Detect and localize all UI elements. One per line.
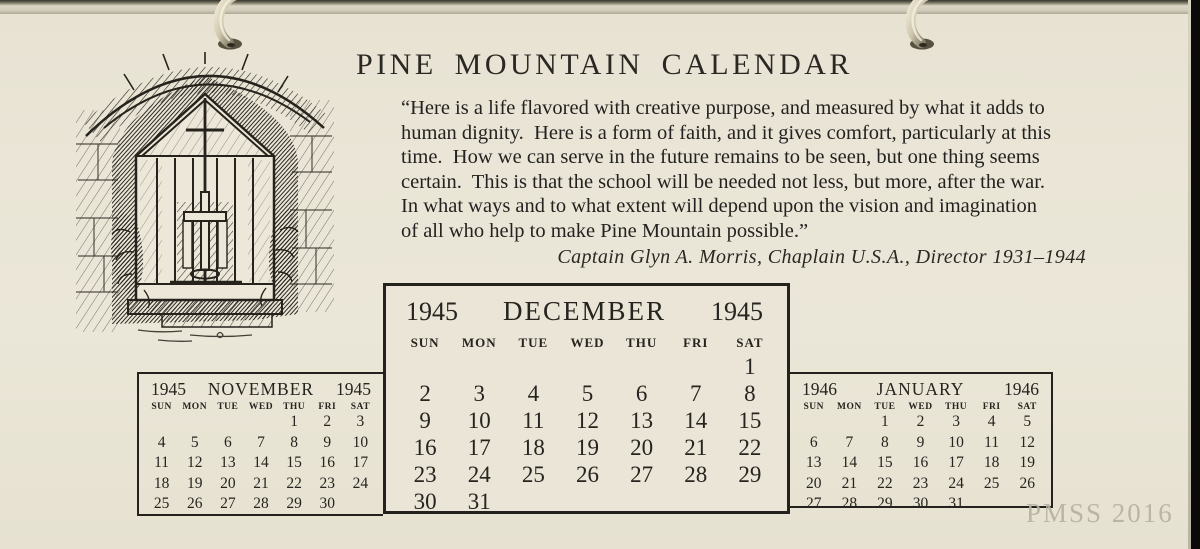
quote-attribution: Captain Glyn A. Morris, Chaplain U.S.A., Director 1931–1944 — [557, 246, 1086, 268]
year-left: 1946 — [802, 379, 837, 399]
calendar-day — [615, 353, 669, 380]
calendar-day — [145, 412, 178, 433]
calendar-day — [723, 488, 777, 515]
weekday-label: SAT — [350, 402, 371, 412]
weekday-label: SUN — [410, 335, 440, 350]
calendar-november-1945 — [137, 372, 383, 516]
calendar-day: 25 — [521, 462, 545, 487]
calendar-day: 4 — [157, 433, 166, 451]
weekday-label: MON — [461, 335, 497, 350]
weekday-label: THU — [945, 402, 968, 412]
quote-line: time. How we can serve in the future remains to be seen, but one thing seems — [401, 146, 1040, 169]
calendar-day: 30 — [413, 489, 437, 514]
calendar-day — [974, 494, 1010, 515]
calendar-day: 23 — [319, 474, 336, 492]
calendar-day: 26 — [575, 462, 599, 487]
calendar-day: 22 — [877, 474, 893, 492]
calendar-day: 19 — [575, 435, 599, 460]
calendar-january-1946 — [790, 372, 1053, 512]
calendar-header — [139, 374, 383, 400]
weekday-label: SUN — [803, 402, 825, 412]
calendar-day — [615, 488, 669, 515]
weekday-label: MON — [182, 402, 208, 412]
calendar-day: 6 — [223, 433, 232, 451]
calendar-day: 19 — [1019, 454, 1035, 471]
weekday-row — [386, 327, 787, 351]
calendar-day: 15 — [286, 454, 302, 471]
watermark: PMSS 2016 — [1026, 498, 1174, 528]
month-name: NOVEMBER — [207, 379, 315, 399]
calendar-day: 23 — [413, 462, 437, 487]
calendar-day: 6 — [635, 381, 648, 406]
year-left: 1945 — [151, 379, 186, 399]
calendar-day: 10 — [948, 433, 964, 451]
page-top-edge — [0, 0, 1200, 14]
calendar-day: 3 — [473, 381, 485, 406]
calendar-day: 15 — [877, 454, 893, 471]
calendar-day: 14 — [684, 408, 708, 433]
calendar-day: 14 — [253, 454, 269, 471]
calendar-day: 3 — [952, 413, 960, 430]
calendar-day: 13 — [806, 454, 822, 471]
weekday-label: FRI — [982, 402, 1001, 412]
weekday-label: WED — [570, 335, 605, 350]
quote-line: “Here is a life flavored with creative purpose, and measured by what it adds to — [401, 97, 1045, 119]
chapel-window-illustration — [74, 52, 336, 344]
date-grid — [139, 412, 383, 515]
calendar-day: 12 — [1019, 433, 1035, 451]
calendar-day: 23 — [912, 474, 929, 492]
calendar-day: 4 — [987, 413, 996, 430]
calendar-day — [344, 494, 377, 515]
binder-ring-right-icon — [890, 0, 954, 54]
calendar-day — [506, 488, 560, 515]
year-right: 1945 — [335, 379, 371, 399]
calendar-day: 17 — [948, 454, 964, 471]
calendar-day: 17 — [352, 454, 369, 471]
calendar-header — [790, 374, 1051, 400]
calendar-day: 6 — [809, 433, 818, 451]
calendar-day: 11 — [522, 408, 545, 433]
calendar-day: 19 — [186, 474, 203, 492]
calendar-day: 27 — [220, 495, 236, 512]
calendar-day: 22 — [286, 474, 302, 492]
calendar-december-1945 — [383, 283, 790, 514]
year-left: 1945 — [406, 297, 458, 326]
calendar-day: 16 — [912, 454, 929, 471]
quote-line: human dignity. Here is a form of faith, and it gives comfort, particularly at this — [401, 121, 1051, 144]
calendar-day: 28 — [841, 495, 858, 512]
calendar-day: 25 — [153, 495, 170, 512]
weekday-label: SAT — [1017, 402, 1037, 412]
calendar-day: 29 — [877, 495, 893, 512]
calendar-day: 27 — [806, 495, 822, 512]
calendar-day — [398, 353, 452, 380]
calendar-day: 27 — [630, 462, 654, 487]
calendar-day — [832, 412, 868, 433]
calendar-day: 10 — [467, 408, 491, 433]
calendar-day: 31 — [948, 495, 964, 512]
calendar-day: 24 — [467, 462, 491, 487]
calendar-day: 5 — [1023, 413, 1032, 430]
weekday-label: FRI — [318, 402, 337, 412]
calendar-day: 20 — [220, 474, 236, 492]
weekday-label: THU — [283, 402, 306, 412]
weekday-label: MON — [836, 402, 862, 412]
calendar-day — [669, 488, 723, 515]
calendar-day — [506, 353, 560, 380]
weekday-label: SAT — [736, 335, 764, 350]
calendar-day: 28 — [253, 495, 269, 512]
weekday-label: WED — [908, 402, 933, 412]
calendar-day: 16 — [319, 454, 336, 471]
weekday-label: TUE — [518, 335, 549, 350]
calendar-day: 29 — [286, 495, 302, 512]
calendar-day: 10 — [352, 433, 369, 451]
calendar-day: 1 — [290, 413, 298, 430]
calendar-day: 7 — [257, 433, 265, 451]
calendar-day: 20 — [630, 435, 654, 460]
calendar-day: 17 — [467, 435, 491, 460]
weekday-row — [790, 400, 1051, 412]
calendar-day: 2 — [916, 413, 925, 430]
calendar-day: 8 — [881, 433, 889, 451]
calendar-day: 7 — [690, 381, 702, 406]
calendar-day — [178, 412, 211, 433]
scan-right-edge — [1191, 0, 1200, 549]
calendar-day: 3 — [356, 413, 365, 430]
calendar-day — [669, 353, 723, 380]
weekday-label: THU — [626, 335, 658, 350]
calendar-day: 13 — [220, 454, 236, 471]
page-title: PINE MOUNTAIN CALENDAR — [356, 48, 853, 81]
calendar-day: 18 — [983, 454, 1000, 471]
calendar-day: 12 — [575, 408, 599, 433]
calendar-day: 4 — [527, 381, 540, 406]
calendar-day: 28 — [684, 462, 708, 487]
quote-line: In what ways and to what extent will depend upon the vision and imagination — [401, 195, 1037, 218]
calendar-day: 18 — [521, 435, 545, 460]
calendar-day: 8 — [744, 381, 756, 406]
calendar-day: 24 — [948, 474, 964, 492]
calendar-day — [560, 488, 614, 515]
calendar-day: 30 — [319, 495, 336, 512]
calendar-day — [244, 412, 277, 433]
month-name: DECEMBER — [502, 296, 666, 326]
weekday-row — [139, 400, 383, 412]
calendar-day: 15 — [738, 408, 762, 433]
calendar-day: 2 — [323, 413, 332, 430]
date-grid — [790, 412, 1051, 515]
weekday-label: TUE — [217, 402, 239, 412]
quote-line: certain. This is that the school will be needed not less, but more, after the war. — [401, 170, 1046, 193]
calendar-day — [560, 353, 614, 380]
calendar-day: 21 — [841, 474, 858, 492]
calendar-day: 22 — [738, 435, 762, 460]
calendar-day: 25 — [983, 474, 1000, 492]
calendar-day: 11 — [154, 454, 170, 471]
month-name: JANUARY — [876, 379, 965, 399]
calendar-day — [796, 412, 832, 433]
year-right: 1946 — [1004, 379, 1039, 399]
quote-block — [401, 96, 1093, 244]
calendar-day: 8 — [290, 433, 298, 451]
calendar-day: 9 — [419, 408, 431, 433]
calendar-day: 18 — [153, 474, 170, 492]
calendar-day: 14 — [841, 454, 858, 471]
calendar-day: 31 — [467, 489, 491, 514]
weekday-label: FRI — [683, 335, 709, 350]
calendar-day: 29 — [738, 462, 762, 487]
weekday-label: WED — [248, 402, 274, 412]
calendar-day: 26 — [1019, 474, 1035, 492]
calendar-header — [386, 286, 787, 327]
calendar-day — [211, 412, 244, 433]
date-grid — [386, 351, 787, 515]
calendar-day: 30 — [912, 495, 929, 512]
calendar-day: 21 — [684, 435, 708, 460]
binder-ring-left-icon — [198, 0, 262, 54]
calendar-day: 7 — [845, 433, 854, 451]
calendar-day: 21 — [253, 474, 269, 492]
weekday-label: SUN — [151, 402, 172, 412]
calendar-day: 1 — [744, 354, 756, 379]
calendar-day: 12 — [186, 454, 203, 471]
calendar-day: 1 — [881, 413, 889, 430]
calendar-day: 16 — [413, 435, 437, 460]
calendar-day — [452, 353, 506, 380]
calendar-day: 11 — [984, 433, 1000, 451]
calendar-day: 5 — [581, 381, 594, 406]
calendar-day: 2 — [419, 381, 431, 406]
calendar-day: 20 — [806, 474, 822, 492]
weekday-label: TUE — [874, 402, 896, 412]
calendar-day: 13 — [630, 408, 654, 433]
calendar-day: 24 — [352, 474, 369, 492]
year-right: 1945 — [710, 297, 763, 326]
calendar-day: 9 — [916, 433, 925, 451]
calendar-day: 9 — [323, 433, 332, 451]
quote-line: of all who help to make Pine Mountain possible.” — [401, 219, 809, 242]
calendar-day: 26 — [186, 495, 203, 512]
calendar-day: 5 — [190, 433, 199, 451]
